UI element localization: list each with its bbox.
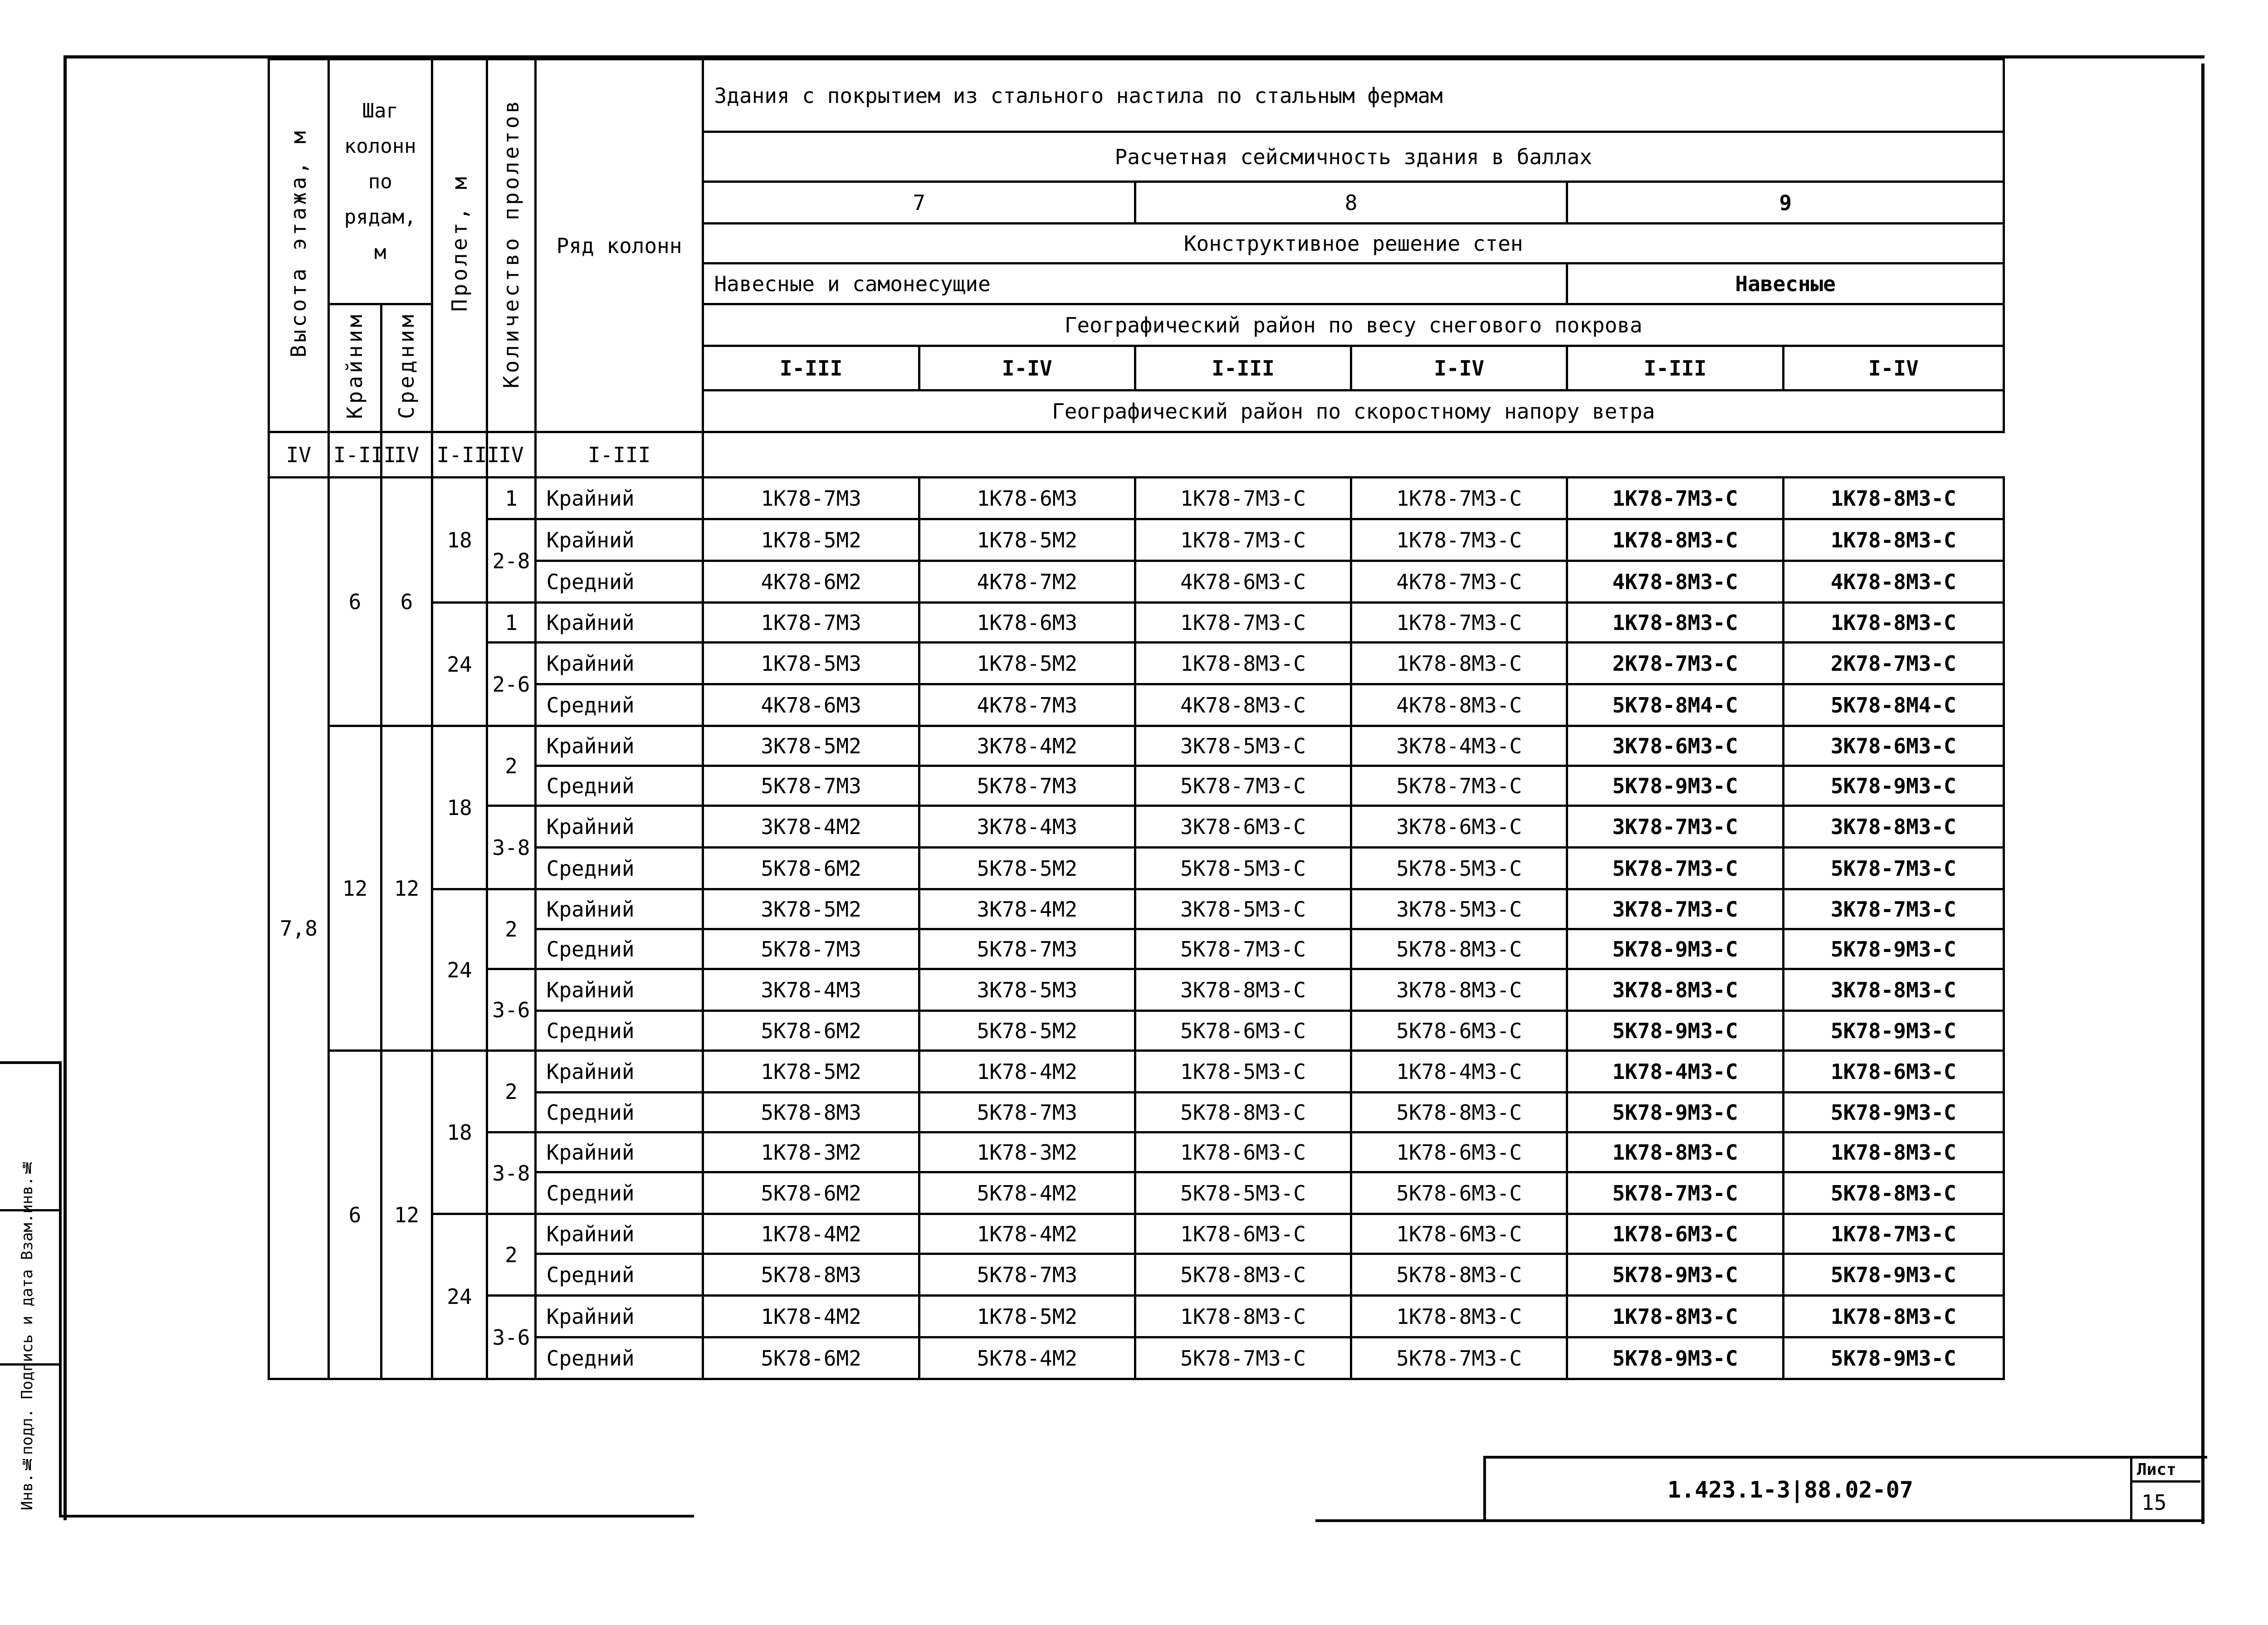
- doc-code: 1.423.1-3|88.02-07: [1667, 1477, 1913, 1503]
- column-mark-cell: 3К78-5М3-С: [1351, 889, 1567, 929]
- row-type: Крайний: [535, 603, 703, 643]
- row-type: Средний: [535, 766, 703, 806]
- table-row: [269, 603, 2004, 643]
- row-type: Крайний: [535, 1051, 703, 1093]
- column-mark-cell: 1К78-6М3-С: [1783, 1051, 2004, 1093]
- column-mark-cell: 1К78-7М3-С: [1135, 478, 1351, 519]
- column-mark-cell: 1К78-8М3-С: [1567, 519, 1783, 561]
- count-value: 3-8: [487, 1132, 535, 1214]
- row-type: Средний: [535, 1093, 703, 1132]
- col-step-edge-header: Крайним: [328, 304, 381, 432]
- span-value: 24: [432, 603, 487, 726]
- column-mark-cell: 5К78-7М3-С: [1135, 929, 1351, 969]
- column-mark-cell: 2К78-7М3-С: [1567, 643, 1783, 684]
- table-row: [269, 726, 2004, 766]
- column-mark-cell: 3К78-4М2: [919, 889, 1135, 929]
- column-mark-cell: 3К78-6М3-С: [1783, 726, 2004, 766]
- column-mark-cell: 1К78-8М3-С: [1351, 643, 1567, 684]
- step-mid-value: 12: [381, 726, 432, 1051]
- height-value: 7,8: [269, 478, 329, 1379]
- column-mark-cell: 5К78-7М3: [919, 1254, 1135, 1296]
- row-type: Крайний: [535, 519, 703, 561]
- column-mark-cell: 3К78-4М3-С: [1351, 726, 1567, 766]
- seismic-label: Расчетная сейсмичность здания в баллах: [703, 132, 2004, 182]
- column-mark-cell: 1К78-7М3-С: [1351, 478, 1567, 519]
- column-mark-cell: 5К78-7М3-С: [1135, 1337, 1351, 1379]
- row-type: Средний: [535, 929, 703, 969]
- column-mark-cell: 3К78-8М3-С: [1567, 969, 1783, 1011]
- side-strip-text: Инв.№подл. Подпись и дата Взам.инв.№: [18, 1158, 36, 1510]
- step-mid-value: 6: [381, 478, 432, 726]
- seismic-9: 9: [1567, 182, 2004, 224]
- count-value: 3-6: [487, 1296, 535, 1379]
- table-row: [269, 969, 2004, 1011]
- column-mark-cell: 1К78-7М3-С: [1351, 603, 1567, 643]
- column-mark-cell: 1К78-5М2: [703, 519, 919, 561]
- spec-table: [268, 58, 2005, 1380]
- right-frame: [1996, 63, 2204, 1524]
- column-mark-cell: 5К78-9М3-С: [1567, 1093, 1783, 1132]
- column-mark-cell: 1К78-6М3-С: [1351, 1214, 1567, 1254]
- count-value: 2: [487, 1214, 535, 1296]
- column-mark-cell: 1К78-4М2: [919, 1051, 1135, 1093]
- column-mark-cell: 1К78-5М2: [919, 643, 1135, 684]
- column-mark-cell: 1К78-8М3-С: [1783, 478, 2004, 519]
- column-mark-cell: 5К78-5М2: [919, 848, 1135, 889]
- column-mark-cell: 5К78-6М2: [703, 1011, 919, 1051]
- column-mark-cell: 5К78-9М3-С: [1567, 766, 1783, 806]
- column-mark-cell: 5К78-5М3-С: [1351, 848, 1567, 889]
- col-height-header: Высота этажа, м: [269, 59, 329, 432]
- snow-label: Географический район по весу снегового покрова: [703, 304, 2004, 346]
- column-mark-cell: 1К78-7М3-С: [1135, 519, 1351, 561]
- column-mark-cell: 3К78-6М3-С: [1567, 726, 1783, 766]
- column-mark-cell: 3К78-8М3-С: [1135, 969, 1351, 1011]
- column-mark-cell: 3К78-8М3-С: [1351, 969, 1567, 1011]
- column-mark-cell: 1К78-4М3-С: [1567, 1051, 1783, 1093]
- table-row: [269, 889, 2004, 929]
- column-mark-cell: 3К78-8М3-С: [1783, 806, 2004, 848]
- column-mark-cell: 5К78-5М3-С: [1135, 848, 1351, 889]
- col-row-header: Ряд колонн: [535, 59, 703, 432]
- count-value: 3-8: [487, 806, 535, 889]
- column-mark-cell: 5К78-7М3-С: [1783, 848, 2004, 889]
- column-mark-cell: 5К78-8М3-С: [1783, 1172, 2004, 1214]
- column-mark-cell: 5К78-9М3-С: [1567, 1254, 1783, 1296]
- row-type: Крайний: [535, 889, 703, 929]
- span-value: 24: [432, 1214, 487, 1379]
- column-mark-cell: 5К78-5М2: [919, 1011, 1135, 1051]
- column-mark-cell: 1К78-8М3-С: [1783, 603, 2004, 643]
- column-mark-cell: 5К78-9М3-С: [1567, 929, 1783, 969]
- column-mark-cell: 5К78-7М3: [703, 929, 919, 969]
- column-mark-cell: 5К78-7М3-С: [1567, 1172, 1783, 1214]
- column-mark-cell: 3К78-4М2: [919, 726, 1135, 766]
- table-row: [269, 1214, 2004, 1254]
- table-row: [269, 643, 2004, 684]
- column-mark-cell: 1К78-7М3-С: [1567, 478, 1783, 519]
- wall-hanging: Навесные: [1567, 264, 2004, 304]
- column-mark-cell: 5К78-8М3-С: [1135, 1093, 1351, 1132]
- column-mark-cell: 4К78-7М2: [919, 561, 1135, 603]
- column-mark-cell: 5К78-7М3: [919, 1093, 1135, 1132]
- title-block: [1483, 1456, 2207, 1522]
- column-mark-cell: 4К78-6М2: [703, 561, 919, 603]
- column-mark-cell: 1К78-8М3-С: [1351, 1296, 1567, 1337]
- wall-hanging-self: Навесные и самонесущие: [703, 264, 1567, 304]
- column-mark-cell: 5К78-9М3-С: [1783, 1093, 2004, 1132]
- column-mark-cell: 4К78-6М3-С: [1135, 561, 1351, 603]
- column-mark-cell: 3К78-7М3-С: [1567, 806, 1783, 848]
- wind-region-1: IV: [269, 432, 329, 478]
- column-mark-cell: 4К78-6М3: [703, 684, 919, 726]
- step-mid-value: 12: [381, 1051, 432, 1379]
- column-mark-cell: 1К78-8М3-С: [1567, 1132, 1783, 1172]
- table-row: [269, 478, 2004, 519]
- column-mark-cell: 2К78-7М3-С: [1783, 643, 2004, 684]
- column-mark-cell: 1К78-6М3: [919, 603, 1135, 643]
- column-mark-cell: 1К78-5М2: [703, 1051, 919, 1093]
- column-mark-cell: 1К78-6М3: [919, 478, 1135, 519]
- column-mark-cell: 5К78-7М3-С: [1351, 1337, 1567, 1379]
- wind-region-2: I-III: [328, 432, 381, 478]
- snow-region-6: I-IV: [1783, 346, 2004, 390]
- column-mark-cell: 1К78-4М3-С: [1351, 1051, 1567, 1093]
- column-mark-cell: 5К78-8М3-С: [1351, 1093, 1567, 1132]
- column-mark-cell: 3К78-5М2: [703, 889, 919, 929]
- column-mark-cell: 5К78-8М4-С: [1567, 684, 1783, 726]
- span-value: 18: [432, 478, 487, 603]
- count-value: 2: [487, 726, 535, 806]
- col-count-header: Количество пролетов: [487, 59, 535, 432]
- row-type: Крайний: [535, 806, 703, 848]
- count-value: 2: [487, 889, 535, 969]
- column-mark-cell: 5К78-8М3-С: [1351, 1254, 1567, 1296]
- column-mark-cell: 5К78-9М3-С: [1783, 766, 2004, 806]
- column-mark-cell: 5К78-7М3-С: [1567, 848, 1783, 889]
- column-mark-cell: 5К78-9М3-С: [1567, 1011, 1783, 1051]
- row-type: Средний: [535, 1337, 703, 1379]
- column-mark-cell: 5К78-6М2: [703, 848, 919, 889]
- seismic-8: 8: [1135, 182, 1567, 224]
- column-mark-cell: 5К78-9М3-С: [1783, 1254, 2004, 1296]
- table-row: [269, 1051, 2004, 1093]
- column-mark-cell: 4К78-8М3-С: [1351, 684, 1567, 726]
- column-mark-cell: 5К78-6М3-С: [1351, 1011, 1567, 1051]
- column-mark-cell: 3К78-8М3-С: [1783, 969, 2004, 1011]
- table-row: [269, 806, 2004, 848]
- column-mark-cell: 1К78-4М2: [919, 1214, 1135, 1254]
- column-mark-cell: 1К78-8М3-С: [1135, 643, 1351, 684]
- snow-region-3: I-III: [1135, 346, 1351, 390]
- count-value: 2: [487, 1051, 535, 1132]
- column-mark-cell: 1К78-7М3: [703, 603, 919, 643]
- column-mark-cell: 1К78-8М3-С: [1135, 1296, 1351, 1337]
- row-type: Средний: [535, 1172, 703, 1214]
- col-step-header: Шаг колонн по рядам, м: [328, 59, 432, 304]
- row-type: Крайний: [535, 478, 703, 519]
- count-value: 2-6: [487, 643, 535, 726]
- row-type: Крайний: [535, 726, 703, 766]
- column-mark-cell: 1К78-8М3-С: [1567, 603, 1783, 643]
- column-mark-cell: 1К78-8М3-С: [1567, 1296, 1783, 1337]
- column-mark-cell: 5К78-5М3-С: [1135, 1172, 1351, 1214]
- span-value: 24: [432, 889, 487, 1051]
- snow-region-4: I-IV: [1351, 346, 1567, 390]
- column-mark-cell: 1К78-4М2: [703, 1214, 919, 1254]
- column-mark-cell: 3К78-5М2: [703, 726, 919, 766]
- column-mark-cell: 3К78-7М3-С: [1567, 889, 1783, 929]
- wind-region-4: I-III: [432, 432, 487, 478]
- col-span-header: Пролет, м: [432, 59, 487, 432]
- column-mark-cell: 1К78-5М3: [703, 643, 919, 684]
- row-type: Средний: [535, 1011, 703, 1051]
- span-value: 18: [432, 1051, 487, 1214]
- row-type: Средний: [535, 848, 703, 889]
- column-mark-cell: 3К78-5М3-С: [1135, 726, 1351, 766]
- row-type: Средний: [535, 561, 703, 603]
- col-step-mid-header: Средним: [381, 304, 432, 432]
- column-mark-cell: 3К78-4М3: [919, 806, 1135, 848]
- column-mark-cell: 5К78-9М3-С: [1567, 1337, 1783, 1379]
- column-mark-cell: 5К78-7М3: [919, 929, 1135, 969]
- sheet-label: Лист: [2137, 1460, 2176, 1479]
- wall-label: Конструктивное решение стен: [703, 224, 2004, 264]
- snow-region-2: I-IV: [919, 346, 1135, 390]
- column-mark-cell: 3К78-6М3-С: [1351, 806, 1567, 848]
- column-mark-cell: 5К78-8М3-С: [1351, 929, 1567, 969]
- column-mark-cell: 5К78-4М2: [919, 1172, 1135, 1214]
- count-value: 1: [487, 603, 535, 643]
- count-value: 3-6: [487, 969, 535, 1051]
- column-mark-cell: 1К78-3М2: [703, 1132, 919, 1172]
- row-type: Крайний: [535, 1214, 703, 1254]
- row-type: Крайний: [535, 969, 703, 1011]
- column-mark-cell: 1К78-6М3-С: [1567, 1214, 1783, 1254]
- column-mark-cell: 5К78-8М3: [703, 1093, 919, 1132]
- column-mark-cell: 5К78-8М3: [703, 1254, 919, 1296]
- row-type: Крайний: [535, 1132, 703, 1172]
- column-mark-cell: 1К78-6М3-С: [1351, 1132, 1567, 1172]
- column-mark-cell: 1К78-8М3-С: [1783, 519, 2004, 561]
- column-mark-cell: 4К78-8М3-С: [1567, 561, 1783, 603]
- sheet-box: [2130, 1459, 2200, 1522]
- wind-label: Географический район по скоростному напору ветра: [703, 390, 2004, 432]
- column-mark-cell: 1К78-6М3-С: [1135, 1132, 1351, 1172]
- column-mark-cell: 1К78-7М3-С: [1135, 603, 1351, 643]
- column-mark-cell: 4К78-8М3-С: [1135, 684, 1351, 726]
- column-mark-cell: 4К78-7М3: [919, 684, 1135, 726]
- count-value: 1: [487, 478, 535, 519]
- column-mark-cell: 1К78-8М3-С: [1783, 1296, 2004, 1337]
- row-type: Крайний: [535, 643, 703, 684]
- snow-region-5: I-III: [1567, 346, 1783, 390]
- column-mark-cell: 5К78-7М3-С: [1351, 766, 1567, 806]
- count-value: 2-8: [487, 519, 535, 603]
- column-mark-cell: 3К78-4М2: [703, 806, 919, 848]
- column-mark-cell: 1К78-6М3-С: [1135, 1214, 1351, 1254]
- table-title: Здания с покрытием из стального настила по стальным фермам: [703, 59, 2004, 132]
- column-mark-cell: 4К78-8М3-С: [1783, 561, 2004, 603]
- row-type: Средний: [535, 1254, 703, 1296]
- seismic-7: 7: [703, 182, 1135, 224]
- column-mark-cell: 1К78-3М2: [919, 1132, 1135, 1172]
- row-type: Средний: [535, 684, 703, 726]
- wind-region-5: IV: [487, 432, 535, 478]
- column-mark-cell: 3К78-6М3-С: [1135, 806, 1351, 848]
- bottom-line-left: [59, 1515, 694, 1518]
- span-value: 18: [432, 726, 487, 889]
- column-mark-cell: 5К78-6М3-С: [1351, 1172, 1567, 1214]
- bottom-line-right: [1315, 1519, 2204, 1522]
- column-mark-cell: 5К78-7М3-С: [1135, 766, 1351, 806]
- column-mark-cell: 1К78-5М2: [919, 519, 1135, 561]
- table-row: [269, 519, 2004, 561]
- sheet-number: 15: [2141, 1490, 2167, 1515]
- table-row: [269, 1132, 2004, 1172]
- column-mark-cell: 3К78-4М3: [703, 969, 919, 1011]
- column-mark-cell: 5К78-8М4-С: [1783, 684, 2004, 726]
- column-mark-cell: 1К78-4М2: [703, 1296, 919, 1337]
- column-mark-cell: 3К78-5М3-С: [1135, 889, 1351, 929]
- column-mark-cell: 1К78-8М3-С: [1783, 1132, 2004, 1172]
- step-edge-value: 12: [328, 726, 381, 1051]
- column-mark-cell: 5К78-9М3-С: [1783, 1011, 2004, 1051]
- row-type: Крайний: [535, 1296, 703, 1337]
- column-mark-cell: 1К78-7М3: [703, 478, 919, 519]
- column-mark-cell: 1К78-7М3-С: [1783, 1214, 2004, 1254]
- column-mark-cell: 3К78-7М3-С: [1783, 889, 2004, 929]
- step-edge-value: 6: [328, 478, 381, 726]
- column-mark-cell: 5К78-6М3-С: [1135, 1011, 1351, 1051]
- snow-region-1: I-III: [703, 346, 919, 390]
- column-mark-cell: 5К78-6М2: [703, 1337, 919, 1379]
- wind-region-3: IV: [381, 432, 432, 478]
- column-mark-cell: 5К78-7М3: [919, 766, 1135, 806]
- column-mark-cell: 5К78-4М2: [919, 1337, 1135, 1379]
- column-mark-cell: 4К78-7М3-С: [1351, 561, 1567, 603]
- column-mark-cell: 5К78-7М3: [703, 766, 919, 806]
- step-edge-value: 6: [328, 1051, 381, 1379]
- wind-region-6: I-III: [535, 432, 703, 478]
- column-mark-cell: 1К78-7М3-С: [1351, 519, 1567, 561]
- column-mark-cell: 5К78-9М3-С: [1783, 929, 2004, 969]
- column-mark-cell: 1К78-5М3-С: [1135, 1051, 1351, 1093]
- table-row: [269, 1296, 2004, 1337]
- column-mark-cell: 5К78-9М3-С: [1783, 1337, 2004, 1379]
- column-mark-cell: 5К78-8М3-С: [1135, 1254, 1351, 1296]
- column-mark-cell: 3К78-5М3: [919, 969, 1135, 1011]
- column-mark-cell: 5К78-6М2: [703, 1172, 919, 1214]
- column-mark-cell: 1К78-5М2: [919, 1296, 1135, 1337]
